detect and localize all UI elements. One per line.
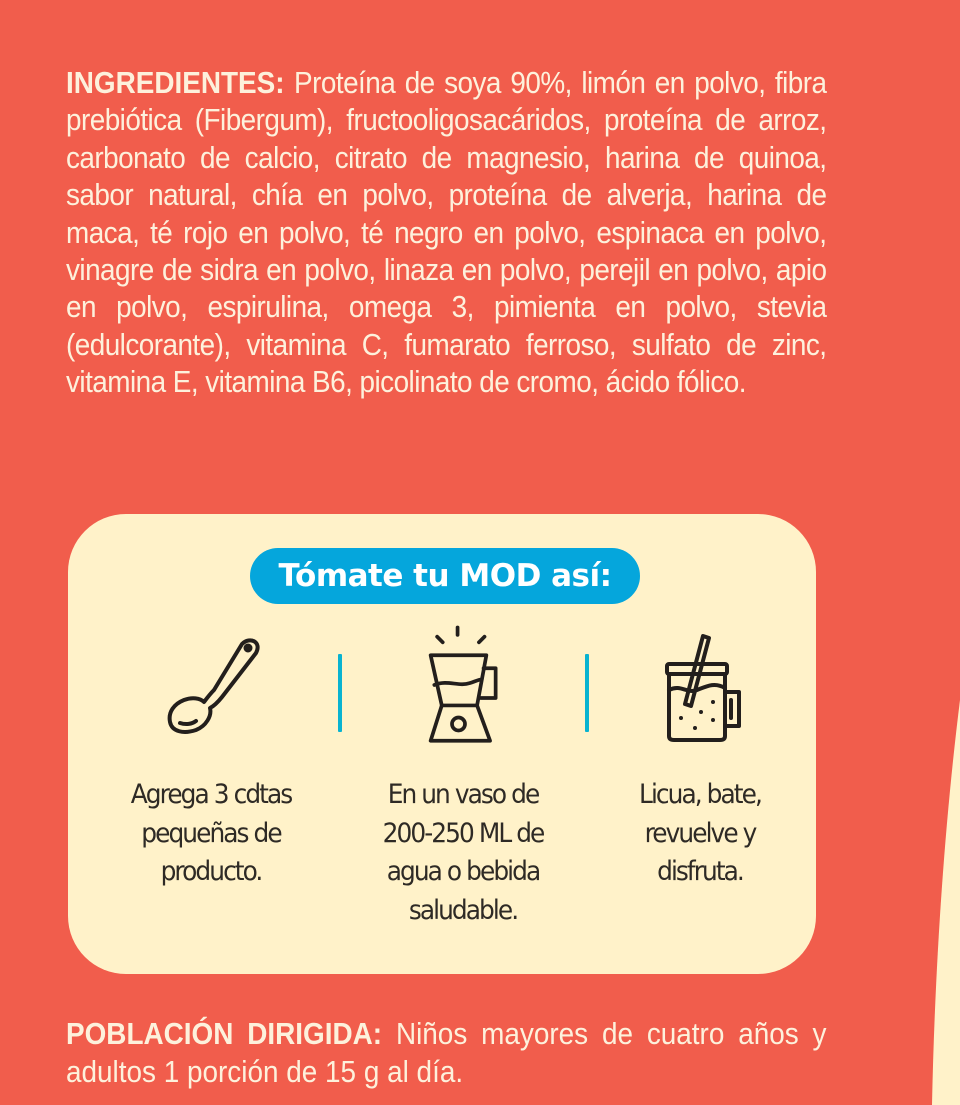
step-divider-2: [585, 654, 589, 732]
target-population-text: Niños mayores de cuatro años y adultos 1 porción de 15 g al día.: [66, 1016, 827, 1089]
step-2-line-1: En un vaso de: [387, 779, 539, 810]
step-1-line-1: Agrega 3 cdtas: [130, 779, 292, 810]
spoon-icon: [150, 620, 270, 750]
step-1-text: [96, 776, 326, 892]
ingredients-paragraph: [66, 64, 827, 401]
step-1-line-2: pequeñas de: [141, 817, 281, 849]
mason-jar-icon: [655, 620, 755, 750]
step-3-line-1: Licua, bate,: [639, 779, 761, 810]
step-3-line-2: revuelve y: [644, 817, 756, 849]
step-2-line-2: 200-250 ML de: [382, 817, 544, 849]
step-divider-1: [338, 654, 342, 732]
blender-icon: [410, 620, 520, 750]
step-3-line-3: disfruta.: [657, 856, 743, 888]
step-3-text: [585, 776, 815, 892]
target-population-label: POBLACIÓN DIRIGIDA:: [66, 1016, 383, 1051]
target-population-paragraph: [66, 1015, 827, 1090]
ingredients-text: Proteína de soya 90%, limón en polvo, fibra prebiótica (Fibergum), fructooligosacáridos, proteína de arroz, carbonato de calcio, citrato de magnesio, harina de quinoa, sabor natural, chía en polvo, proteína de alverja, harina de maca, té rojo en polvo, té negro en polvo, espinaca en polvo, vinagre de sidra en polvo, linaza en polvo, perejil en polvo, apio en polvo, espirulina, omega 3, pimienta en polvo, stevia (edulcorante), vitamina C, fumarato ferroso, sulfato de zinc, vitamina E, vitamina B6, picolinato de cromo, ácido fólico.: [66, 65, 827, 400]
step-2-text: [348, 776, 578, 931]
step-2-line-3: agua o bebida: [386, 856, 540, 888]
instructions-title-pill: Tómate tu MOD así:: [250, 548, 640, 604]
step-2-line-4: saludable.: [408, 895, 518, 927]
step-1-line-3: producto.: [160, 856, 262, 888]
ingredients-label: INGREDIENTES:: [66, 65, 285, 100]
